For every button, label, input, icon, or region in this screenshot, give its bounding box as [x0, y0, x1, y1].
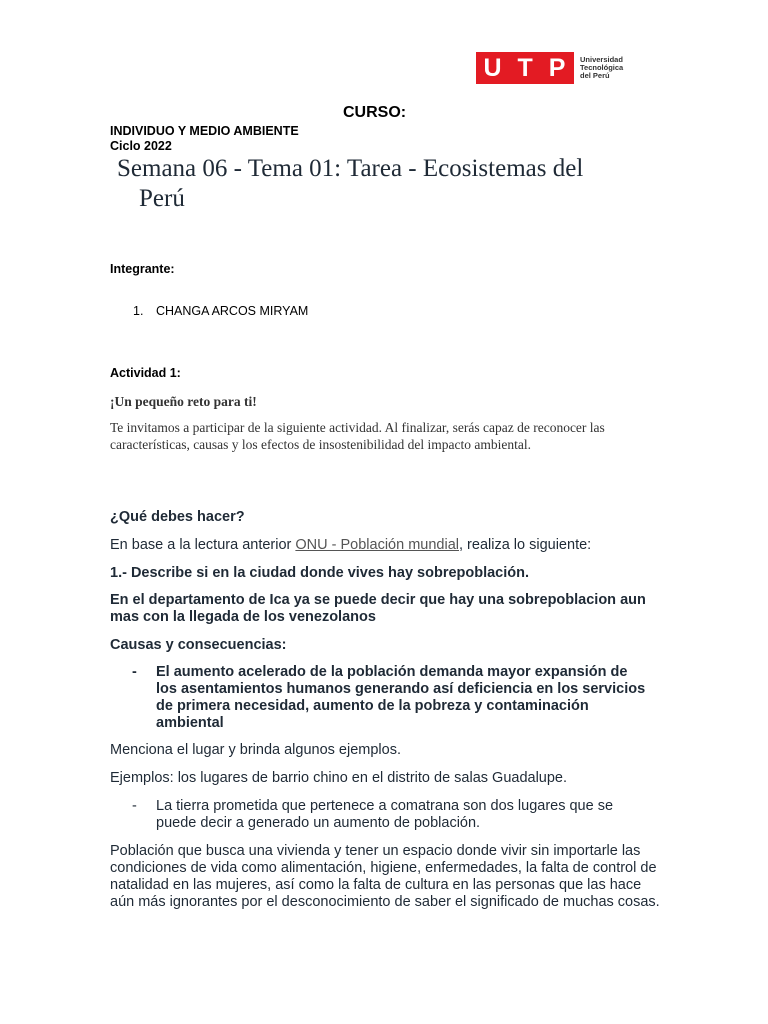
logo-letter-p: P	[548, 53, 567, 82]
logo-university-name	[580, 56, 623, 80]
activity-intro: Te invitamos a participar de la siguiente actividad. Al finalizar, serás capaz de reconocer las características, causas y los efectos de insostenibilidad del impacto ambiental.	[110, 420, 605, 452]
course-name: INDIVIDUO Y MEDIO AMBIENTE	[110, 124, 299, 138]
question-1: 1.- Describe si en la ciudad donde vives hay sobrepoblación.	[110, 565, 530, 581]
closing-paragraph: Población que busca una vivienda y tener un espacio donde vivir sin importarle las condiciones de vida como alimentación, higiene, enfermedades, la falta de control de natalidad en las mujeres, así como la falta de cultura en las personas que las hace aún más ignorantes por el desconocimiento de saber el significado de muchas cosas.	[110, 843, 660, 910]
logo-letter-u: U	[483, 53, 503, 82]
member-name: CHANGA ARCOS MIRYAM	[156, 304, 309, 318]
bullet-text: La tierra prometida que pertenece a comatrana son dos lugares que se puede decir a generado un aumento de población.	[156, 798, 614, 831]
logo-line-1: Universidad	[580, 55, 623, 64]
title-line-2: Perú	[139, 185, 185, 212]
task-heading: ¿Qué debes hacer?	[110, 509, 245, 525]
examples-text: Ejemplos: los lugares de barrio chino en el distrito de salas Guadalupe.	[110, 770, 568, 786]
onu-population-link[interactable]: ONU - Población mundial	[295, 537, 459, 553]
activity-label: Actividad 1:	[110, 366, 181, 380]
instruction-before: En base a la lectura anterior	[110, 537, 296, 553]
title-line-1: Semana 06 - Tema 01: Tarea - Ecosistemas del	[117, 155, 584, 182]
logo-line-2: Tecnológica	[580, 63, 624, 72]
bullet-text: El aumento acelerado de la población demanda mayor expansión de los asentamientos humanos generando así deficiencia en los servicios de primera necesidad, aumento de la pobreza y contaminación ambiental	[156, 664, 646, 731]
members-label: Integrante:	[110, 262, 175, 276]
member-number: 1.	[133, 304, 144, 318]
causes-heading: Causas y consecuencias:	[110, 637, 287, 653]
instruction-after: , realiza lo siguiente:	[459, 537, 592, 553]
utp-logo-mark	[476, 52, 574, 84]
bullet-item	[132, 664, 652, 732]
task-instruction	[110, 537, 670, 554]
utp-logo	[476, 52, 623, 84]
bullet-dash: -	[132, 664, 137, 680]
logo-line-3: del Perú	[580, 71, 610, 80]
examples-prompt: Menciona el lugar y brinda algunos ejemplos.	[110, 742, 401, 758]
logo-letter-t: T	[517, 53, 534, 82]
course-cycle: Ciclo 2022	[110, 139, 172, 153]
bullet-item	[132, 798, 652, 832]
challenge-heading: ¡Un pequeño reto para ti!	[110, 394, 257, 409]
bullet-dash: -	[132, 798, 137, 814]
answer-1: En el departamento de Ica ya se puede decir que hay una sobrepoblacion aun mas con la llegada de los venezolanos	[110, 592, 646, 625]
course-label: CURSO:	[343, 104, 407, 121]
page-title	[117, 154, 677, 214]
